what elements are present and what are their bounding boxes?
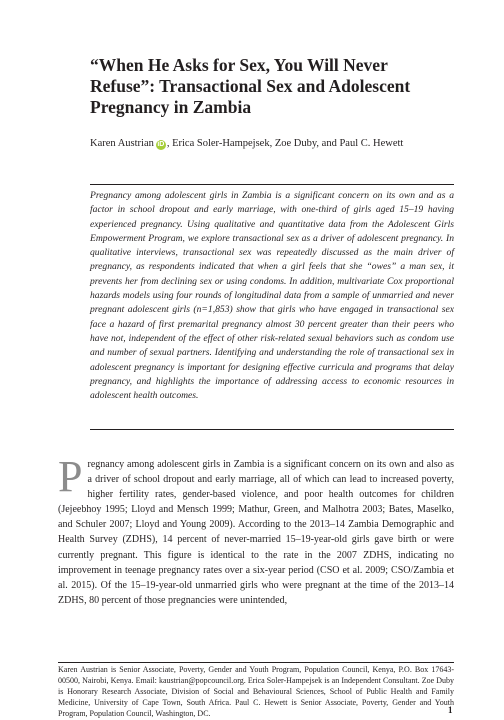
footnote-divider <box>58 662 454 663</box>
body-paragraph <box>58 452 454 608</box>
orcid-icon[interactable]: iD <box>157 141 165 148</box>
drop-cap: P <box>58 452 83 501</box>
first-author: Karen Austrian <box>90 138 154 149</box>
body-text <box>58 452 454 608</box>
abstract-text: Pregnancy among adolescent girls in Zambia is a significant concern on its own and as a factor in school dropout and early marriage, with one-third of girls aged 15–19 having experienced pregnancy. Using qualitative and quantitative data from the Adolescent Girls Empowerment Program, we explore transactional sex as a driver of adolescent pregnancy. In qualitative interviews, transactional sex was repeatedly discussed as the main driver of pregnancy, as respondents indicated that when a girl feels that she “owes” a man sex, it prevents her from declining sex or using condoms. In addition, multivariate Cox proportional hazards models using four rounds of longitudinal data from a sample of unmarried and never pregnant adolescent girls (n=1,853) show that girls who have engaged in transactional sex face a hazard of first premarital pregnancy almost 30 percent greater than their peers who have not, independent of the effect of other risk-related sexual behaviors such as condom use and number of sexual partners. Identifying and understanding the role of transactional sex in adolescent pregnancy is important for designing effective curricula and programs that delay pregnancy, and highlights the importance of addressing access to economic resources in adolescent health outcomes. <box>90 190 454 402</box>
article-title: “When He Asks for Sex, You Will Never Refuse”: Transactional Sex and Adolescent Pregnancy in Zambia <box>90 55 411 117</box>
body-paragraph-text: regnancy among adolescent girls in Zambia is a significant concern on its own and also as a driver of school dropout and early marriage, all of which can lead to increased poverty, higher fertility rates, gender-based violence, and poor health outcomes for children (Jejeebhoy 1995; Lloyd and Mensch 1999; Mathur, Green, and Malhotra 2003; Bates, Maselko, and Schuler 2007; Lloyd and Young 2009). According to the 2013–14 Zambia Demographic and Health Survey (ZDHS), 14 percent of never-married 15–19-year-old girls gave birth or were currently pregnant. This figure is identical to the rate in the 2007 ZDHS, indicating no improvement in teenage pregnancy rates over a six-year period (CSO et al. 2009; CSO/Zambia et al. 2015). Of the 15–19-year-old unmarried girls who were pregnant at the time of the 2013–14 ZDHS, 80 percent of those pregnancies were unintended, <box>58 459 454 606</box>
abstract <box>90 184 454 430</box>
other-authors: , Erica Soler-Hampejsek, Zoe Duby, and Paul C. Hewett <box>166 138 404 149</box>
page-number: 1 <box>448 705 453 715</box>
author-list <box>90 137 450 151</box>
author-affiliations-footnote: Karen Austrian is Senior Associate, Poverty, Gender and Youth Program, Population Council, Kenya, P.O. Box 17643-00500, Nairobi, Kenya. Email: kaustrian@popcouncil.org. Erica Soler-Hampejsek is an Independent Consultant. Zoe Duby is Honorary Research Associate, Division of Social and Behavioural Sciences, School of Public Health and Family Medicine, University of Cape Town, South Africa. Paul C. Hewett is Senior Associate, Poverty, Gender and Youth Program, Population Council, Washington, DC. <box>58 665 454 718</box>
